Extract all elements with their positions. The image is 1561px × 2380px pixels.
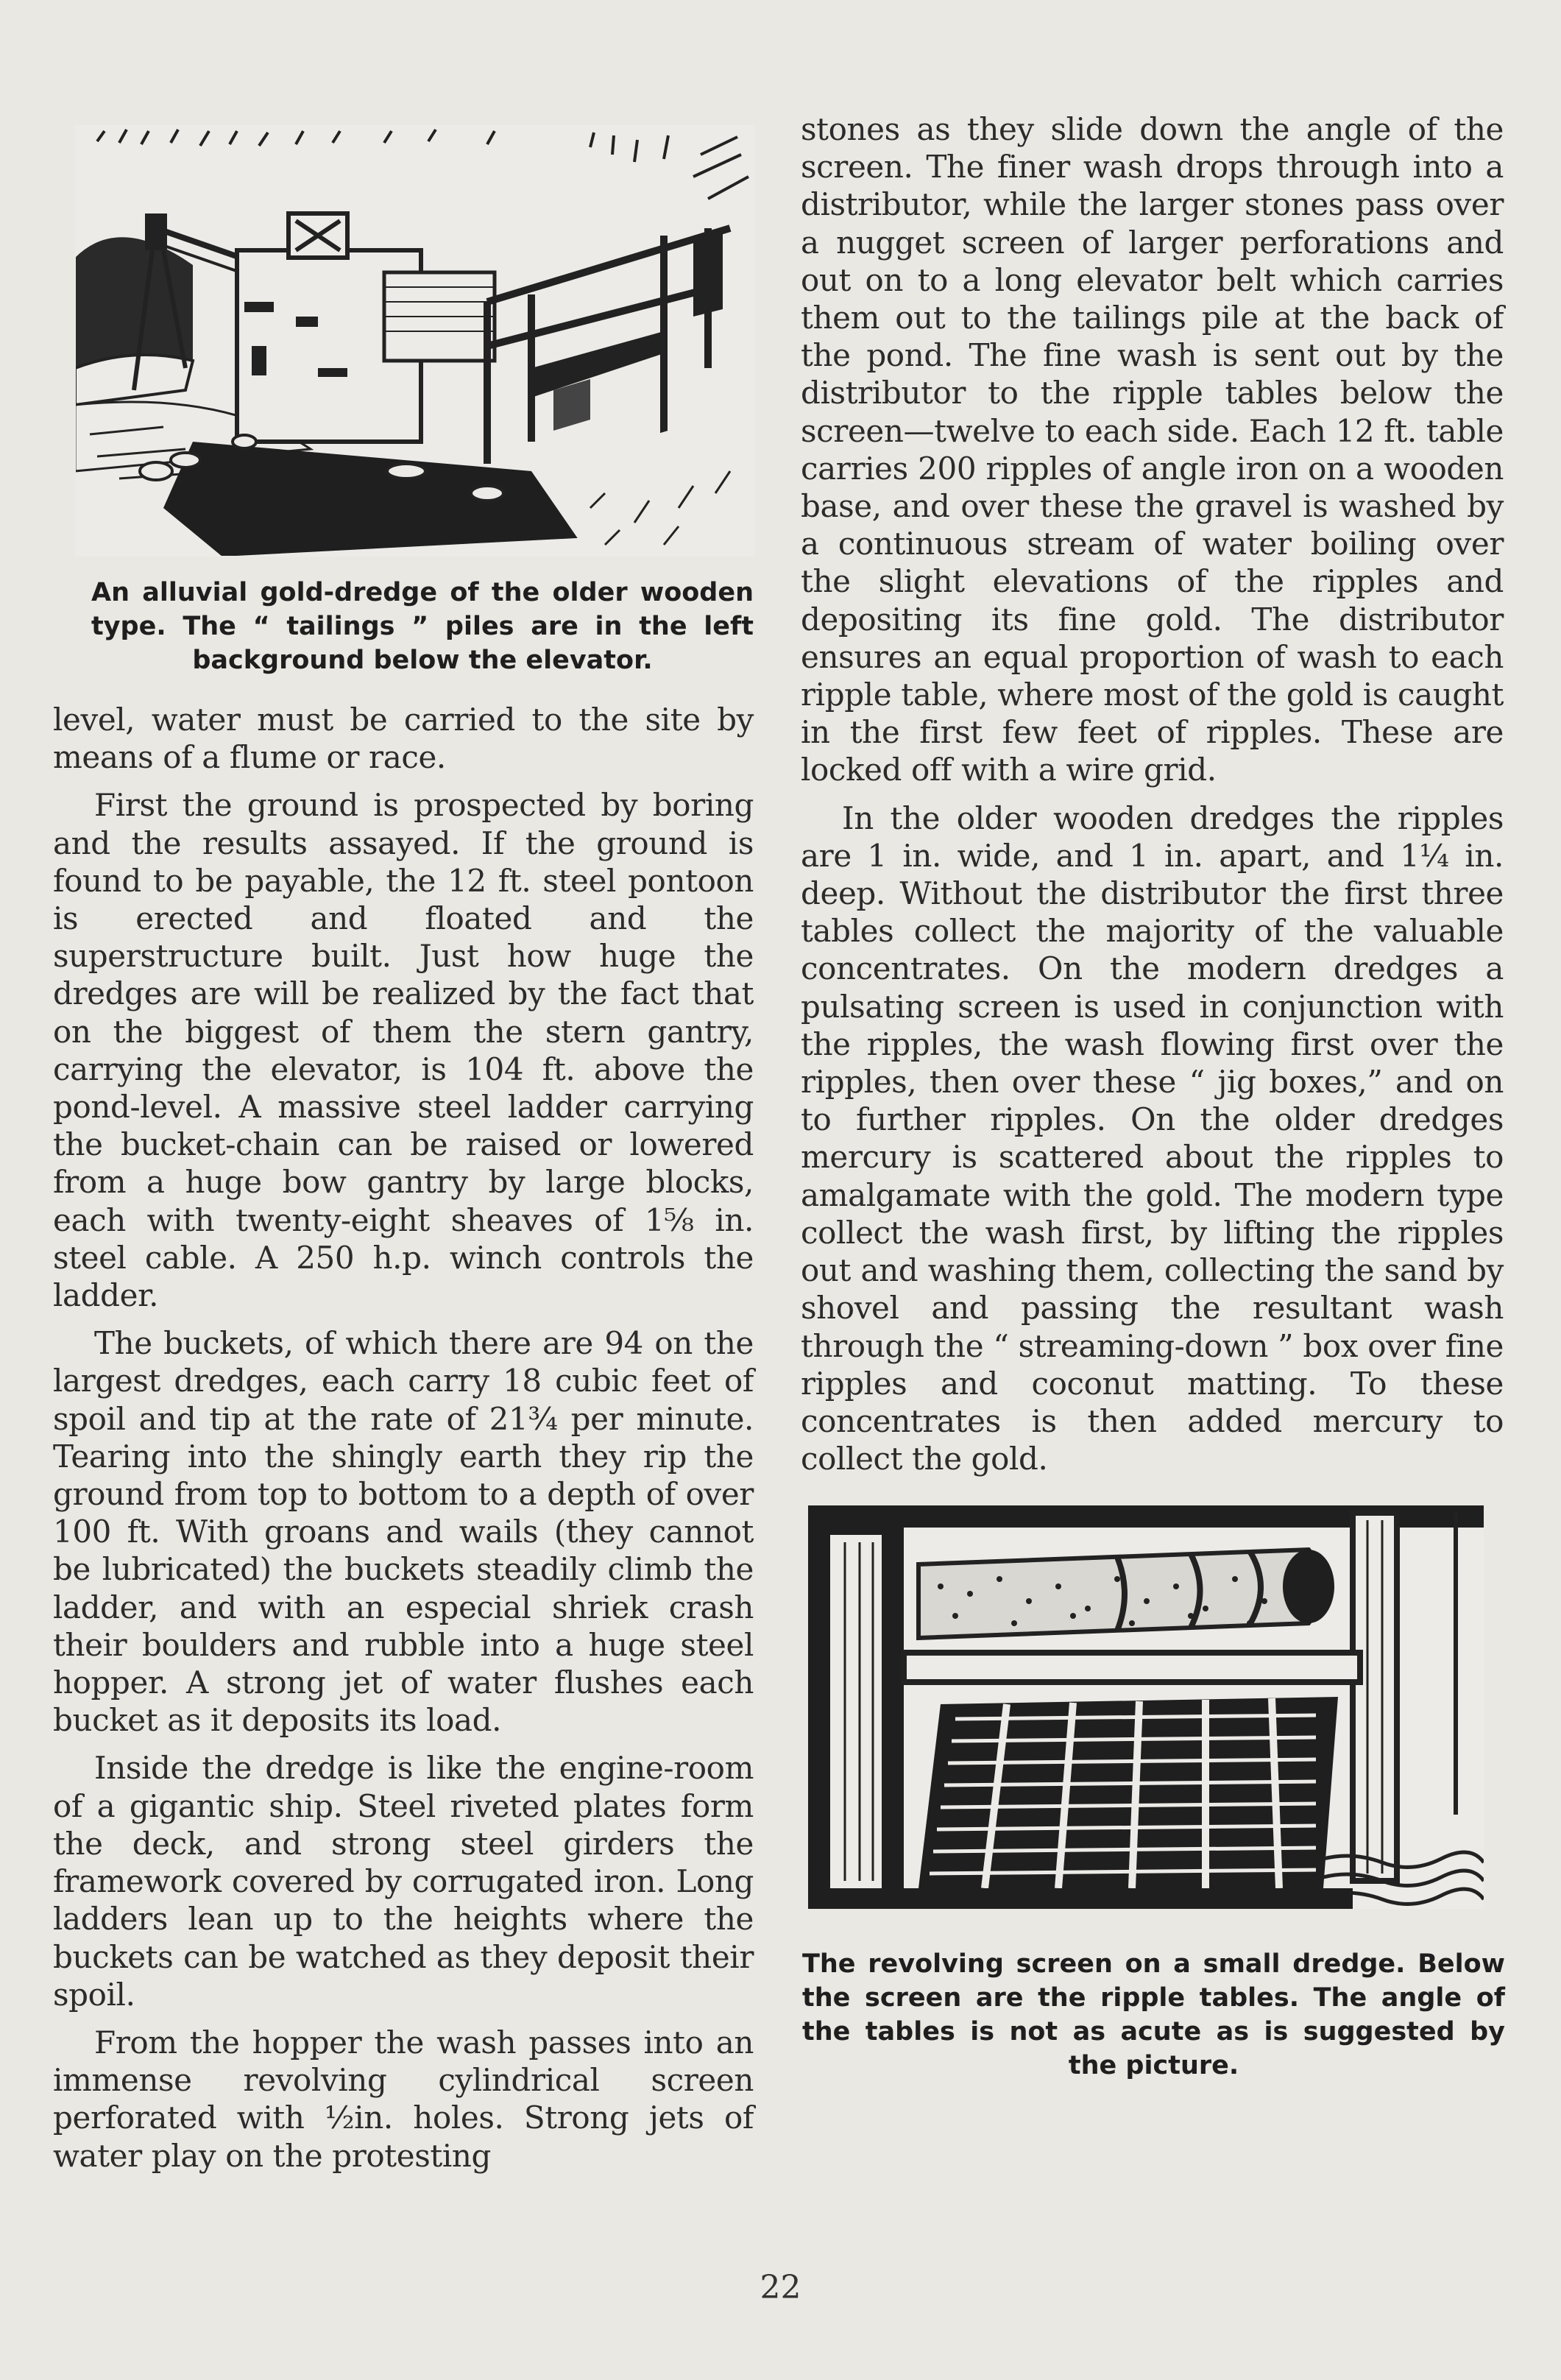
- page-number: 22: [760, 2269, 801, 2306]
- right-column-text: [801, 110, 1504, 1477]
- paragraph: In the older wooden dredges the ripples are 1 in. wide, and 1 in. apart, and 1¼ in. deep. Without the distributor the first three tables collect the majority of the valuable concentrates. On the modern dredges a pulsating screen is used in conjunction with the ripples, the wash flowing first over the ripples, then over these “ jig boxes,” and on to further ripples. On the older dredges mercury is scattered about the ripples to amalgamate with the gold. The modern type collect the wash first, by lifting the ripples out and washing them, collecting the sand by shovel and passing the resultant wash through the “ streaming-down ” box over fine ripples and coconut matting. To these concentrates is then added mercury to collect the gold.: [801, 799, 1504, 1477]
- figure-caption: The revolving screen on a small dredge. Below the screen are the ripple tables. The angle of the tables is not as acute as is suggested by the picture.: [802, 1949, 1505, 2081]
- gold-dredge-illustration: [75, 125, 755, 557]
- paragraph: First the ground is prospected by boring and the results assayed. If the ground is found to be payable, the 12 ft. steel pontoon is erected and floated and the superstructure built. Just how huge the dredges are will be realized by the fact that on the biggest of them the stern gantry, carrying the elevator, is 104 ft. above the pond-level. A massive steel ladder carrying the bucket-chain can be raised or lowered from a huge bow gantry by large blocks, each with twenty-eight sheaves of 1⅝ in. steel cable. A 250 h.p. winch controls the ladder.: [53, 787, 754, 1314]
- paragraph: level, water must be carried to the site by means of a flume or race.: [53, 702, 754, 776]
- figure-caption: An alluvial gold-dredge of the older wooden type. The “ tailings ” piles are in the left background below the elevator.: [91, 578, 754, 675]
- paragraph: stones as they slide down the angle of the screen. The finer wash drops through into a distributor, while the larger stones pass over a nugget screen of larger perforations and out on to a long elevator belt which carries them out to the tailings pile at the back of the pond. The fine wash is sent out by the distributor to the ripple tables below the screen—twelve to each side. Each 12 ft. table carries 200 ripples of angle iron on a wooden base, and over these the gravel is washed by a continuous stream of water boiling over the slight elevations of the ripples and depositing its fine gold. The distributor ensures an equal proportion of wash to each ripple table, where most of the gold is caught in the first few feet of ripples. These are locked off with a wire grid.: [801, 111, 1504, 788]
- paragraph: Inside the dredge is like the engine-room of a gigantic ship. Steel riveted plates form the deck, and strong steel girders the framework covered by corrugated iron. Long ladders lean up to the heights where the buckets can be watched as they deposit their spoil.: [53, 1750, 754, 2013]
- paragraph: From the hopper the wash passes into an immense revolving cylindrical screen perforated with ½in. holes. Strong jets of water play on the protesting: [53, 2024, 754, 2174]
- left-column-text: [53, 701, 754, 2175]
- left-column: [53, 110, 754, 2185]
- paragraph: The buckets, of which there are 94 on the largest dredges, each carry 18 cubic feet of spoil and tip at the rate of 21¾ per minute. Tearing into the shingly earth they rip the ground from top to bottom to a depth of over 100 ft. With groans and wails (they cannot be lubricated) the buckets steadily climb the ladder, and with an especial shriek crash their boulders and rubble into a huge steel hopper. A strong jet of water flushes each bucket as it deposits its load.: [53, 1325, 754, 1739]
- right-column: [801, 110, 1504, 2083]
- revolving-screen-illustration: [808, 1505, 1484, 1909]
